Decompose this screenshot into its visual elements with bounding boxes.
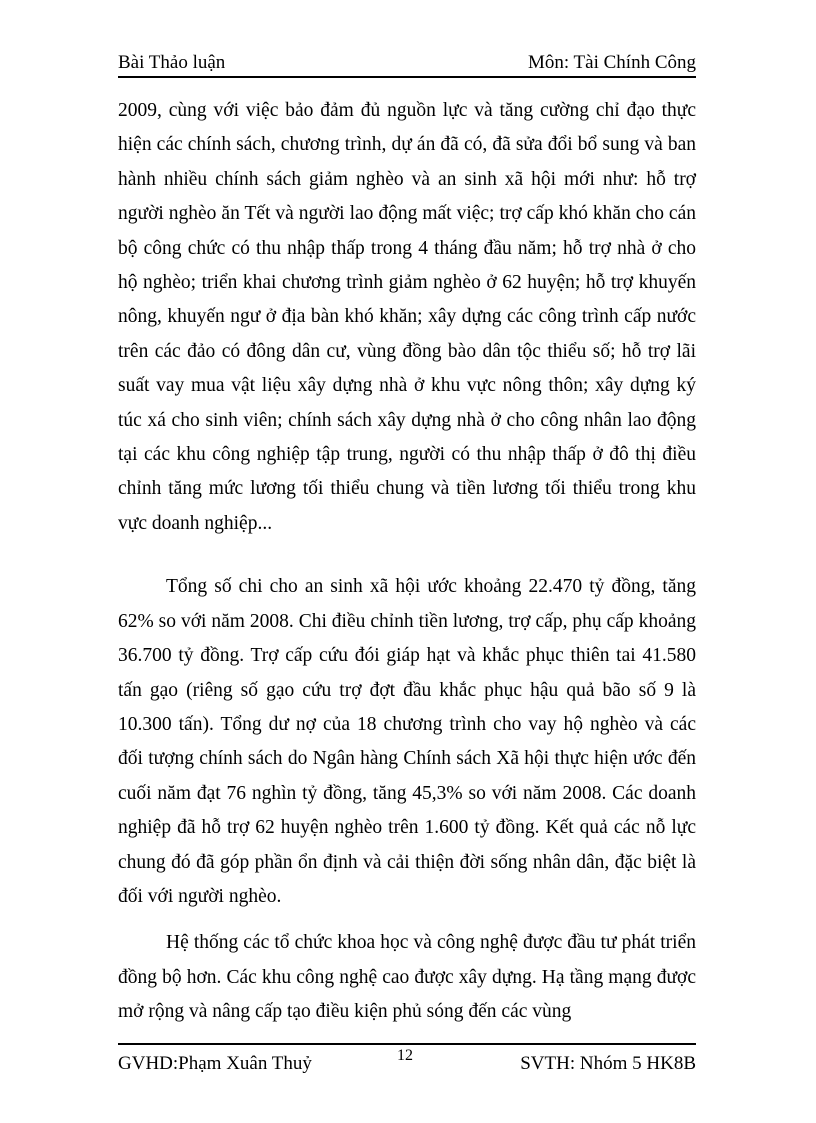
footer-student-group: SVTH: Nhóm 5 HK8B [520, 1053, 696, 1074]
page-number: 12 [397, 1047, 413, 1064]
paragraph-social-security-spending: Tổng số chi cho an sinh xã hội ước khoảng 22.470 tỷ đồng, tăng 62% so với năm 2008. Chi điều chỉnh tiền lương, trợ cấp, phụ cấp khoảng 36.700 tỷ đồng. Trợ cấp cứu đói giáp hạt và khắc phục thiên tai 41.580 tấn gạo (riêng số gạo cứu trợ đợt đầu khắc phục hậu quả bão số 9 là 10.300 tấn). Tổng dư nợ của 18 chương trình cho vay hộ nghèo và các đối tượng chính sách do Ngân hàng Chính sách Xã hội thực hiện ước đến cuối năm đạt 76 nghìn tỷ đồng, tăng 45,3% so với năm 2008. Các doanh nghiệp đã hỗ trợ 62 huyện nghèo trên 1.600 tỷ đồng. Kết quả các nỗ lực chung đó đã góp phần ổn định và cải thiện đời sống nhân dân, đặc biệt là đối với người nghèo. [118, 576, 696, 907]
paragraph-continuation: 2009, cùng với việc bảo đảm đủ nguồn lực và tăng cường chỉ đạo thực hiện các chính sách, chương trình, dự án đã có, đã sửa đổi bổ sung và ban hành nhiều chính sách giảm nghèo và an sinh xã hội mới như: hỗ trợ người nghèo ăn Tết và người lao động mất việc; trợ cấp khó khăn cho cán bộ công chức có thu nhập thấp trong 4 tháng đầu năm; hỗ trợ nhà ở cho hộ nghèo; triển khai chương trình giảm nghèo ở 62 huyện; hỗ trợ khuyến nông, khuyến ngư ở địa bàn khó khăn; xây dựng các công trình cấp nước trên các đảo có đông dân cư, vùng đồng bào dân tộc thiểu số; hỗ trợ lãi suất vay mua vật liệu xây dựng nhà ở khu vực nông thôn; xây dựng ký túc xá cho sinh viên; chính sách xây dựng nhà ở cho công nhân lao động tại các khu công nghiệp tập trung, người có thu nhập thấp ở đô thị điều chỉnh tăng mức lương tối thiểu chung và tiền lương tối thiểu trong khu vực doanh nghiệp... [118, 100, 696, 534]
header-subject: Môn: Tài Chính Công [527, 52, 696, 73]
footer-instructor: GVHD:Phạm Xuân Thuỷ [118, 1053, 312, 1074]
paragraph-science-technology: Hệ thống các tổ chức khoa học và công nghệ được đầu tư phát triển đồng bộ hơn. Các khu công nghệ cao được xây dựng. Hạ tầng mạng được mở rộng và nâng cấp tạo điều kiện phủ sóng đến các vùng [118, 932, 696, 1023]
page-body [118, 94, 696, 1030]
page-footer [118, 1043, 696, 1079]
header-document-type: Bài Thảo luận [118, 52, 226, 73]
page-header [118, 50, 696, 78]
